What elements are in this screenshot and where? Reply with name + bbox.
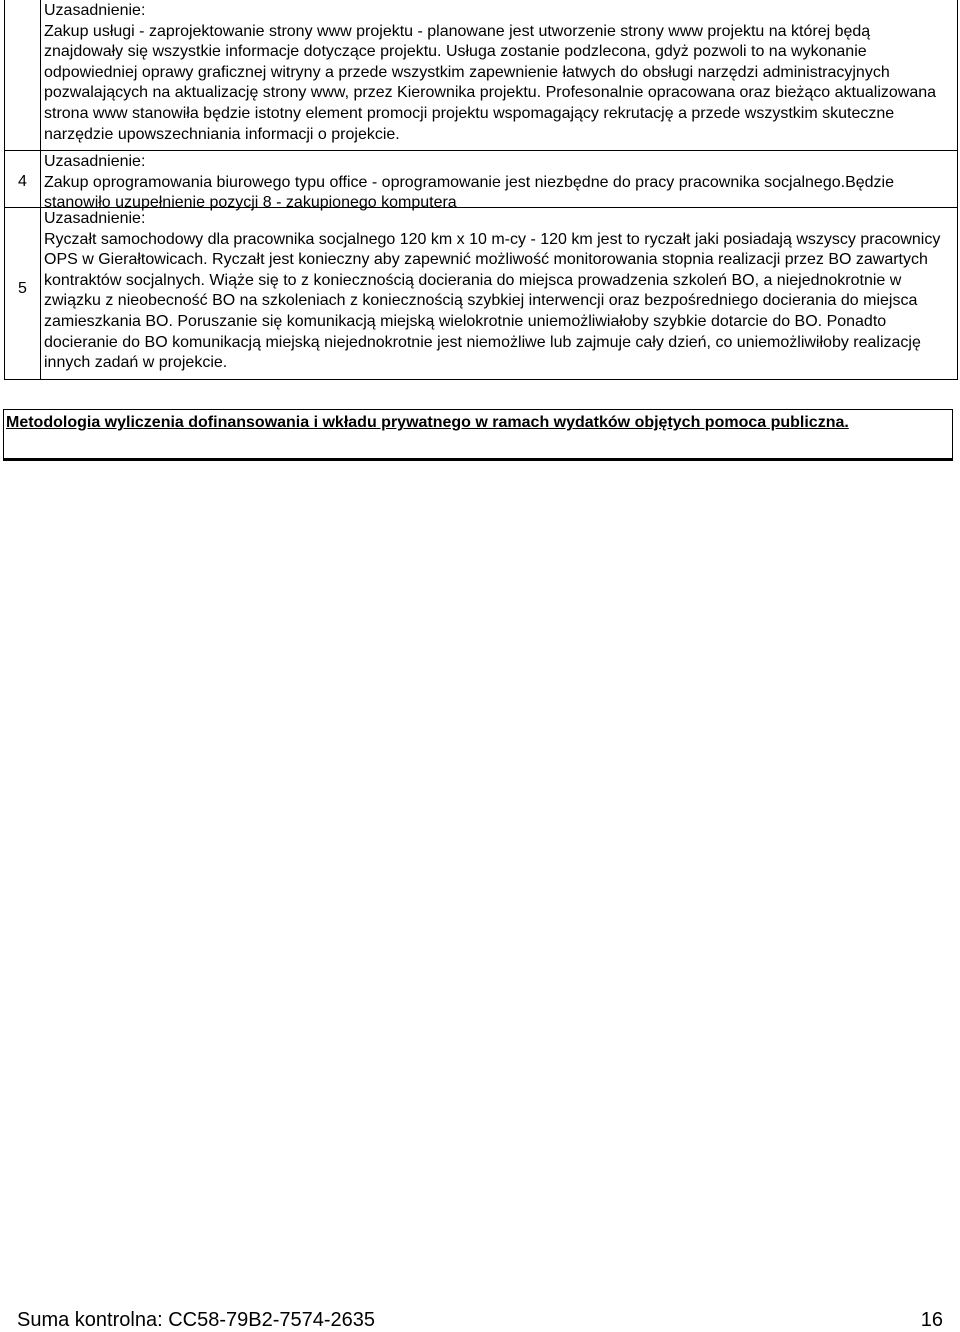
row-number: 4 [18,173,27,190]
section-title: Metodologia wyliczenia dofinansowania i wkładu prywatnego w ramach wydatków objętych pomoca publiczna. [6,414,849,431]
page-number: 16 [920,1309,943,1331]
row-content-cell [41,0,957,150]
row-number-cell [5,151,41,207]
justification-text: Zakup oprogramowania biurowego typu office - oprogramowanie jest niezbędne do pracy pracownika socjalnego.Będzie stanowiło uzupełnienie pozycji 8 - zakupionego komputera [44,173,894,212]
table-row [5,0,957,150]
justification-label: Uzasadnienie: [44,153,146,170]
row-number-cell [5,0,41,150]
justification-table [4,0,958,380]
row-content-cell [41,151,957,212]
methodology-section [3,409,953,461]
checksum-footer: Suma kontrolna: CC58-79B2-7574-2635 [17,1309,375,1331]
row-number-cell [5,208,41,379]
justification-label: Uzasadnienie: [44,210,146,227]
row-number: 5 [18,280,27,297]
justification-text: Zakup usługi - zaprojektowanie strony www projektu - planowane jest utworzenie strony www projektu na której będą znajdowały się wszystkie informacje dotyczące projektu. Usługa zostanie podzlecona, gdyż pozwoli to na wykonanie odpowiedniej oprawy graficznej witryny a przede wszystkim zapewnienie łatwych do obsługi narzędzi administracyjnych pozwalających na aktualizację strony www, przez Kierownika projektu. Profesonalnie opracowana oraz bieżąco aktualizowana strona www stanowiła będzie istotny element promocji projektu wspomagający rekrutację a przede wszystkim skuteczne narzędzie upowszechniania informacji o projekcie. [44,22,937,143]
table-row [5,150,957,212]
justification-label: Uzasadnienie: [44,2,146,19]
table-row [5,207,957,379]
row-content-cell [41,208,957,379]
justification-text: Ryczałt samochodowy dla pracownika socjalnego 120 km x 10 m-cy - 120 km jest to ryczałt jaki posiadają wszyscy pracownicy OPS w Gierałtowicach. Ryczałt jest konieczny aby zapewnić możliwość monitorowania stopnia realizacji przez BO zawartych kontraktów socjalnych. Wiąże się to z koniecznością docierania do miejsca prowadzenia szkoleń BO, a niejednokrotnie w związku z nieobecność BO na szkoleniach z koniecznością szybkiej interwencji oraz bezpośredniego docierania do miejsca zamieszkania BO. Poruszanie się komunikacją miejską wielokrotnie uniemożliwiałoby szybkie dotarcie do BO. Ponadto docieranie do BO komunikacją miejską niejednokrotnie jest niemożliwe lub zajmuje cały dzień, co uniemożliwiłoby realizację innych zadań w projekcie. [44,230,941,372]
